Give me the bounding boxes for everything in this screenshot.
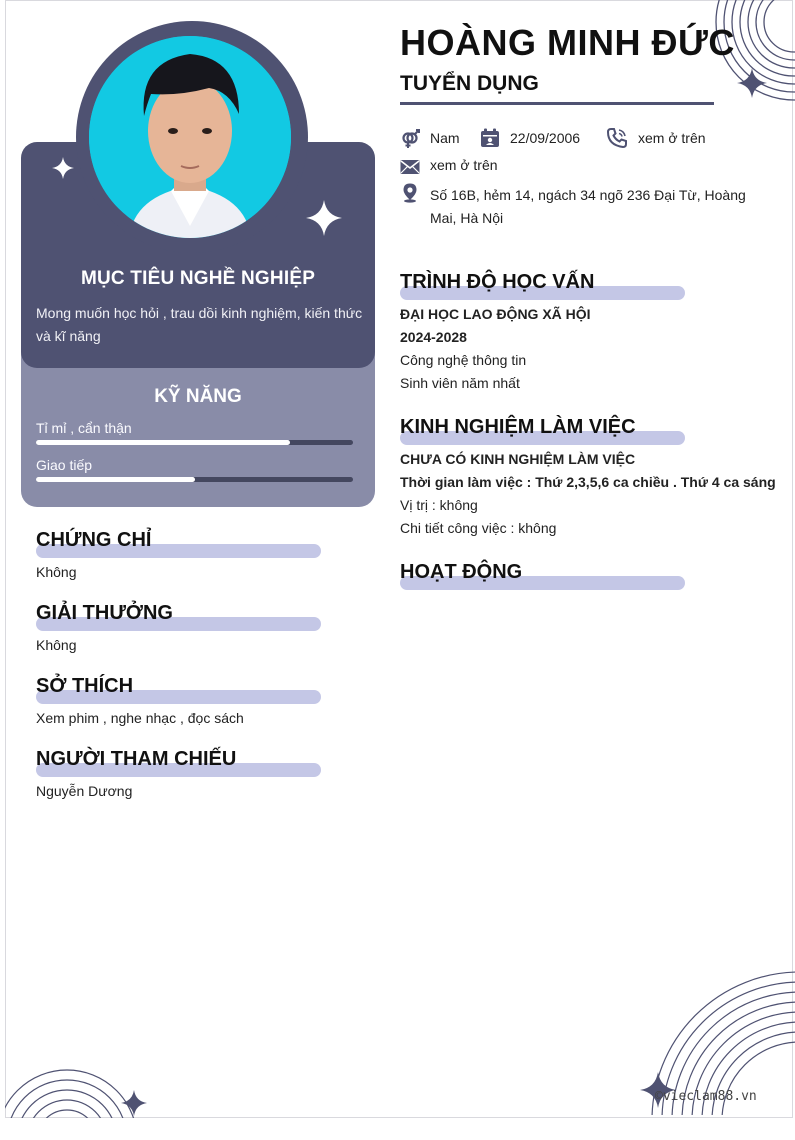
- objective-title: MỤC TIÊU NGHỀ NGHIỆP: [80, 268, 316, 289]
- email-text: xem ở trên: [430, 157, 498, 173]
- objective-text: Mong muốn học hỏi , trau dồi kinh nghiệm, kiến thức và kĩ năng: [36, 305, 363, 344]
- education-major: Công nghệ thông tin: [400, 352, 527, 368]
- calendar-icon: [480, 128, 500, 148]
- section-title: TRÌNH ĐỘ HỌC VẤN: [400, 271, 595, 293]
- address-text: Số 16B, hẻm 14, ngách 34 ngõ 236 Đại Từ, Hoàng Mai, Hà Nội: [430, 187, 746, 226]
- gender-icon: [400, 129, 420, 149]
- section-title: HOẠT ĐỘNG: [400, 561, 523, 583]
- section-title: SỞ THÍCH: [36, 675, 134, 697]
- skill-item: [36, 457, 353, 482]
- gender-text: Nam: [430, 130, 460, 146]
- experience-details: Chi tiết công việc : không: [400, 520, 557, 536]
- sparkle-icon: [121, 1090, 147, 1116]
- section-title: GIẢI THƯỞNG: [36, 602, 173, 624]
- education-heading: [400, 271, 594, 294]
- watermark: ©vieclam88.vn: [655, 1089, 757, 1104]
- job-position: TUYỂN DỤNG: [400, 72, 539, 95]
- activities-heading: [400, 561, 522, 584]
- sparkle-icon: [52, 157, 74, 179]
- section-title: KINH NGHIỆM LÀM VIỆC: [400, 416, 636, 438]
- school-name: ĐẠI HỌC LAO ĐỘNG XÃ HỘI: [400, 306, 591, 322]
- avatar: [89, 36, 291, 238]
- sparkle-icon: [737, 68, 767, 98]
- location-icon: [400, 183, 420, 203]
- phone-text: xem ở trên: [638, 130, 706, 146]
- birthday-text: 22/09/2006: [510, 130, 581, 146]
- sparkle-icon: [306, 200, 342, 236]
- awards-text: Không: [36, 637, 77, 653]
- skill-bar: [36, 477, 353, 482]
- certificates-heading: [36, 529, 151, 552]
- references-heading: [36, 748, 236, 771]
- section-title: NGƯỜI THAM CHIẾU: [36, 748, 237, 770]
- certificates-text: Không: [36, 564, 77, 580]
- section-title: CHỨNG CHỈ: [36, 529, 152, 551]
- skill-bar-fill: [36, 477, 195, 482]
- skill-bar: [36, 440, 353, 445]
- skills-title: KỸ NĂNG: [154, 386, 242, 407]
- experience-heading: [400, 416, 636, 439]
- experience-schedule: Thời gian làm việc : Thứ 2,3,5,6 ca chiều . Thứ 4 ca sáng: [400, 474, 776, 490]
- skill-name: Giao tiếp: [36, 457, 93, 473]
- phone-icon: [607, 128, 627, 148]
- hobbies-text: Xem phim , nghe nhạc , đọc sách: [36, 710, 244, 726]
- experience-role: Vị trị : không: [400, 497, 478, 513]
- divider: [400, 102, 714, 105]
- skill-item: [36, 420, 353, 445]
- references-text: Nguyễn Dương: [36, 783, 133, 799]
- email-icon: [400, 157, 420, 177]
- hobbies-heading: [36, 675, 133, 698]
- education-years: 2024-2028: [400, 329, 467, 345]
- candidate-name: HOÀNG MINH ĐỨC: [400, 22, 735, 63]
- education-note: Sinh viên năm nhất: [400, 375, 520, 391]
- skill-name: Tỉ mỉ , cẩn thận: [36, 420, 132, 436]
- experience-company: CHƯA CÓ KINH NGHIỆM LÀM VIỆC: [400, 451, 636, 467]
- skill-bar-fill: [36, 440, 290, 445]
- awards-heading: [36, 602, 173, 625]
